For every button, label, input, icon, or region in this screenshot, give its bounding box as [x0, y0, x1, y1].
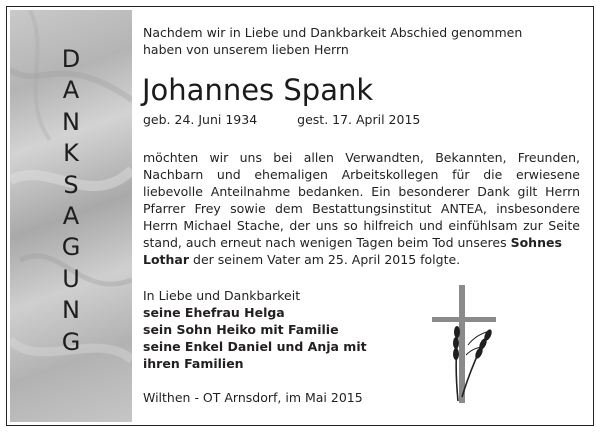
son-name: Lothar [143, 252, 190, 267]
intro-line-2: haben von unserem lieben Herrn [143, 42, 349, 57]
cross-with-wheat-icon [428, 285, 500, 405]
signer-son: sein Sohn Heiko mit Familie [143, 322, 339, 337]
signer-wife: seine Ehefrau Helga [143, 305, 285, 320]
heading-letter: G [61, 233, 81, 262]
heading-letter: S [63, 170, 79, 199]
heading-letter: A [62, 202, 80, 231]
signer-grandchildren: seine Enkel Daniel und Anja mit [143, 339, 367, 354]
vertical-heading-dankesagung [10, 44, 132, 358]
closing-intro: In Liebe und Dankbarkeit [143, 288, 301, 303]
heading-letter: D [61, 45, 81, 73]
marble-sidebar [10, 10, 132, 422]
gratitude-text: möchten wir uns bei allen Verwandten, Bekannten, Freunden, Nachbarn und ehemaligen Arbeitskollegen für die erwiesene liebevolle Anteilnahme bedanken. Ein besonderer Dank gilt Herrn Pfarrer Frey sowie dem Bestattungsinstitut ANTEA, insbesondere Herrn Michael Stache, der uns so hilfreich und einfühlsam zur Seite stand, auch erneut nach wenigen Tagen beim Tod unseres [143, 150, 580, 250]
heading-letter: N [62, 107, 80, 136]
heading-letter: G [61, 327, 81, 356]
gratitude-text-end: der seinem Vater am 25. April 2015 folgte. [189, 252, 461, 267]
heading-letter: N [62, 296, 80, 325]
deceased-name: Johannes Spank [142, 73, 374, 107]
son-label: Sohnes [510, 235, 562, 250]
intro-line-1: Nachdem wir in Liebe und Dankbarkeit Abschied genommen [143, 25, 523, 40]
heading-letter: K [63, 139, 79, 168]
heading-letter: U [62, 264, 80, 293]
life-dates [143, 111, 420, 128]
place-date: Wilthen - OT Arnsdorf, im Mai 2015 [143, 390, 363, 405]
gratitude-paragraph [143, 149, 580, 268]
birth-date: geb. 24. Juni 1934 [143, 112, 258, 127]
death-date: gest. 17. April 2015 [297, 112, 421, 127]
signer-grandchildren-2: ihren Familien [143, 356, 244, 371]
heading-letter: A [62, 76, 80, 105]
